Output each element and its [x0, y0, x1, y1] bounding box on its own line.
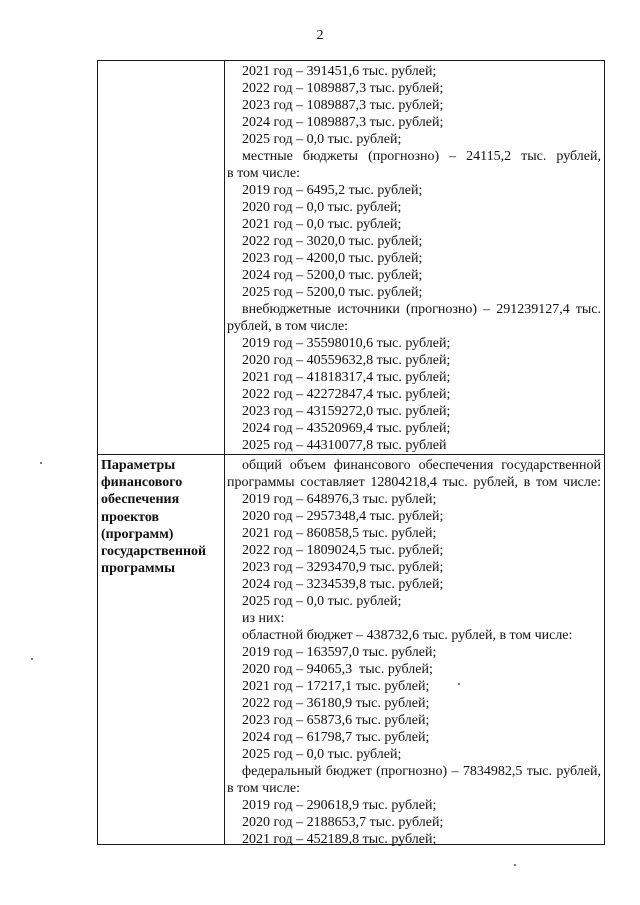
text-line: федеральный бюджет (прогнозно) – 7834982,5 тыс. рублей,	[242, 764, 601, 779]
label-line: государственной	[101, 543, 207, 559]
text-line: внебюджетные источники (прогнозно) – 291239127,4 тыс.	[242, 302, 601, 317]
text-line: 2023 год – 65873,6 тыс. рублей;	[242, 713, 430, 728]
scan-speck	[40, 462, 42, 464]
text-line: из них:	[242, 611, 285, 626]
text-line: 2023 год – 43159272,0 тыс. рублей;	[242, 404, 451, 419]
text-line: 2021 год – 0,0 тыс. рублей;	[242, 217, 402, 232]
row1-financing-text	[227, 63, 601, 454]
text-line: 2019 год – 35598010,6 тыс. рублей;	[242, 336, 451, 351]
text-line: 2022 год – 1809024,5 тыс. рублей;	[242, 543, 444, 558]
text-line: 2024 год – 43520969,4 тыс. рублей;	[242, 421, 451, 436]
text-line: местные бюджеты (прогнозно) – 24115,2 тыс. рублей,	[242, 149, 601, 164]
text-line: 2021 год – 17217,1 тыс. рублей;	[242, 679, 430, 694]
label-line: Параметры	[101, 458, 176, 473]
text-line: 2020 год – 0,0 тыс. рублей;	[242, 200, 402, 215]
row2-label	[101, 457, 223, 577]
text-line: 2020 год – 40559632,8 тыс. рублей;	[242, 353, 451, 368]
text-line: 2022 год – 36180,9 тыс. рублей;	[242, 696, 430, 711]
text-line: 2024 год – 1089887,3 тыс. рублей;	[242, 115, 444, 130]
text-line: 2023 год – 4200,0 тыс. рублей;	[242, 251, 423, 266]
text-line: общий объем финансового обеспечения государственной	[242, 458, 601, 473]
text-line: 2021 год – 860858,5 тыс. рублей;	[242, 526, 437, 541]
scan-speck	[514, 864, 516, 866]
row2-financing-text	[227, 457, 601, 848]
label-line: программы	[101, 561, 175, 577]
text-line: 2022 год – 3020,0 тыс. рублей;	[242, 234, 423, 249]
text-line: 2021 год – 391451,6 тыс. рублей;	[242, 64, 437, 79]
text-line: областной бюджет – 438732,6 тыс. рублей, в том числе:	[242, 628, 573, 643]
text-line: 2025 год – 5200,0 тыс. рублей;	[242, 285, 423, 300]
label-line: финансового	[101, 475, 183, 491]
text-line: 2019 год – 6495,2 тыс. рублей;	[242, 183, 423, 198]
text-line: 2023 год – 1089887,3 тыс. рублей;	[242, 98, 444, 113]
text-line: 2020 год – 2188653,7 тыс. рублей;	[242, 815, 444, 830]
text-line: 2019 год – 290618,9 тыс. рублей;	[242, 798, 437, 813]
text-line: 2025 год – 0,0 тыс. рублей;	[242, 747, 402, 762]
text-line: 2022 год – 42272847,4 тыс. рублей;	[242, 387, 451, 402]
text-line: 2025 год – 0,0 тыс. рублей;	[242, 132, 402, 147]
text-line: в том числе:	[227, 781, 300, 796]
text-line: 2020 год – 94065,3 тыс. рублей;	[242, 662, 433, 677]
text-line: 2024 год – 5200,0 тыс. рублей;	[242, 268, 423, 283]
text-line: программы составляет 12804218,4 тыс. рублей, в том числе:	[227, 475, 601, 490]
text-line: 2025 год – 0,0 тыс. рублей;	[242, 594, 402, 609]
scan-speck	[31, 658, 33, 660]
text-line: 2021 год – 452189,8 тыс. рублей;	[242, 832, 437, 847]
text-line: 2024 год – 61798,7 тыс. рублей;	[242, 730, 430, 745]
column-divider	[224, 61, 225, 844]
text-line: рублей, в том числе:	[227, 319, 349, 334]
row-divider	[98, 454, 604, 455]
text-line: 2022 год – 1089887,3 тыс. рублей;	[242, 81, 444, 96]
text-line: 2020 год – 2957348,4 тыс. рублей;	[242, 509, 444, 524]
label-line: проектов	[101, 509, 160, 525]
text-line: 2024 год – 3234539,8 тыс. рублей;	[242, 577, 444, 592]
text-line: 2019 год – 163597,0 тыс. рублей;	[242, 645, 437, 660]
text-line: 2023 год – 3293470,9 тыс. рублей;	[242, 560, 444, 575]
label-line: обеспечения	[101, 492, 180, 508]
scan-speck	[458, 683, 460, 685]
text-line: 2025 год – 44310077,8 тыс. рублей	[242, 438, 447, 453]
text-line: 2021 год – 41818317,4 тыс. рублей;	[242, 370, 451, 385]
text-line: в том числе:	[227, 166, 300, 181]
page-number: 2	[316, 28, 324, 43]
label-line: (программ)	[101, 526, 174, 542]
text-line: 2019 год – 648976,3 тыс. рублей;	[242, 492, 437, 507]
passport-table	[97, 60, 605, 845]
